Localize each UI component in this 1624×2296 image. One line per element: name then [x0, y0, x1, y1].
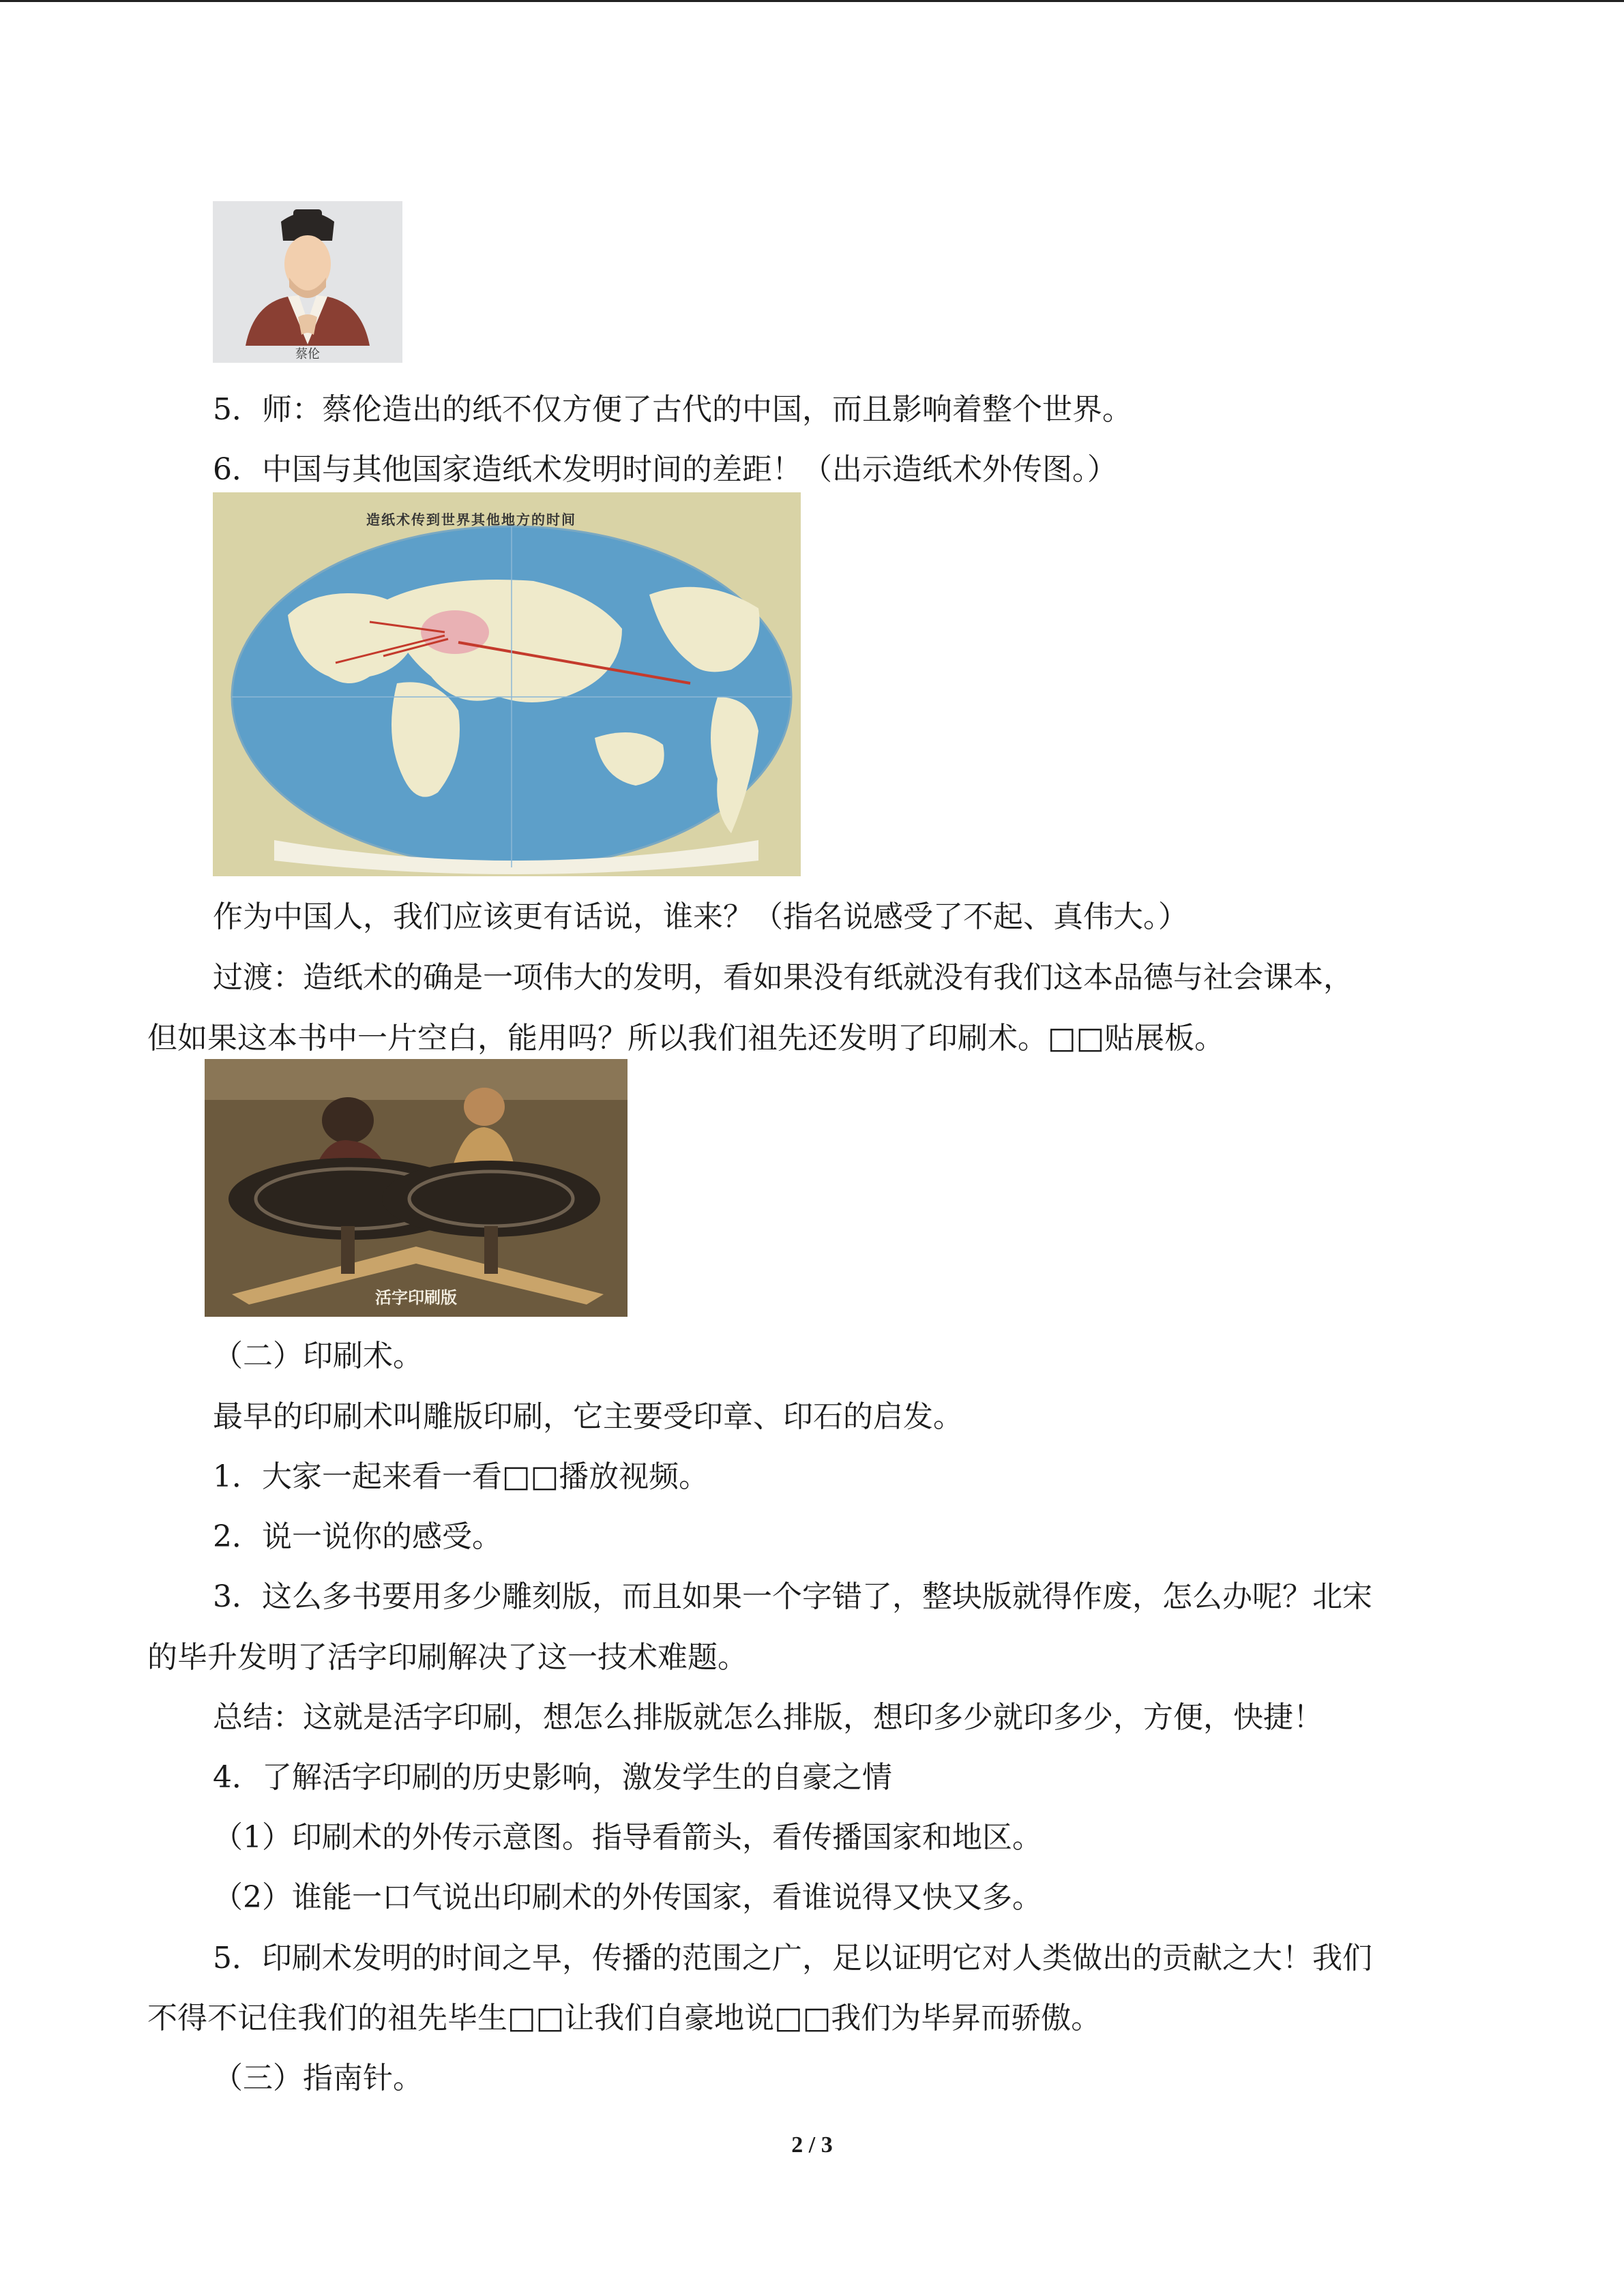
section-heading-printing: （二）印刷术。 — [213, 1339, 423, 1373]
paragraph-5: 但如果这本书中一片空白，能用吗？所以我们祖先还发明了印刷术。□□贴展板。 — [147, 1021, 1225, 1056]
paragraph-10: 3．这么多书要用多少雕刻版，而且如果一个字错了，整块版就得作废，怎么办呢？北宋 — [213, 1579, 1372, 1614]
paragraph-16: 5．印刷术发明的时间之早，传播的范围之广，足以证明它对人类做出的贡献之大！我们 — [213, 1941, 1372, 1976]
page-number: 2 / 3 — [791, 2132, 833, 2158]
press-caption: 活字印刷版 — [375, 1288, 457, 1307]
paragraph-13: 4．了解活字印刷的历史影响，激发学生的自豪之情 — [213, 1760, 892, 1795]
top-border — [0, 0, 1624, 2]
paragraph-2: 6．中国与其他国家造纸术发明时间的差距！（出示造纸术外传图。） — [213, 452, 1117, 487]
section-heading-compass: （三）指南针。 — [213, 2061, 423, 2096]
paragraph-15: （2）谁能一口气说出印刷术的外传国家，看谁说得又快又多。 — [213, 1880, 1042, 1915]
paper-spread-world-map — [213, 492, 801, 876]
paragraph-11: 的毕升发明了活字印刷解决了这一技术难题。 — [147, 1640, 748, 1675]
paragraph-4: 过渡：造纸术的确是一项伟大的发明，看如果没有纸就没有我们这本品德与社会课本， — [213, 960, 1353, 995]
portrait-caption: 蔡伦 — [295, 347, 320, 361]
paragraph-7: 最早的印刷术叫雕版印刷，它主要受印章、印石的启发。 — [213, 1399, 963, 1434]
cai-lun-portrait — [213, 201, 402, 363]
paragraph-17: 不得不记住我们的祖先毕生□□让我们自豪地说□□我们为毕昇而骄傲。 — [147, 2001, 1102, 2036]
paragraph-12: 总结：这就是活字印刷，想怎么排版就怎么排版，想印多少就印多少，方便，快捷！ — [213, 1700, 1323, 1735]
movable-type-press-image — [205, 1059, 628, 1317]
paragraph-8: 1．大家一起来看一看□□播放视频。 — [213, 1459, 709, 1494]
paragraph-9: 2．说一说你的感受。 — [213, 1519, 502, 1554]
map-title: 造纸术传到世界其他地方的时间 — [366, 511, 576, 528]
paragraph-3: 作为中国人，我们应该更有话说，谁来？（指名说感受了不起、真伟大。） — [213, 899, 1188, 934]
paragraph-1: 5．师：蔡伦造出的纸不仅方便了古代的中国，而且影响着整个世界。 — [213, 392, 1132, 427]
paragraph-14: （1）印刷术的外传示意图。指导看箭头，看传播国家和地区。 — [213, 1820, 1042, 1855]
